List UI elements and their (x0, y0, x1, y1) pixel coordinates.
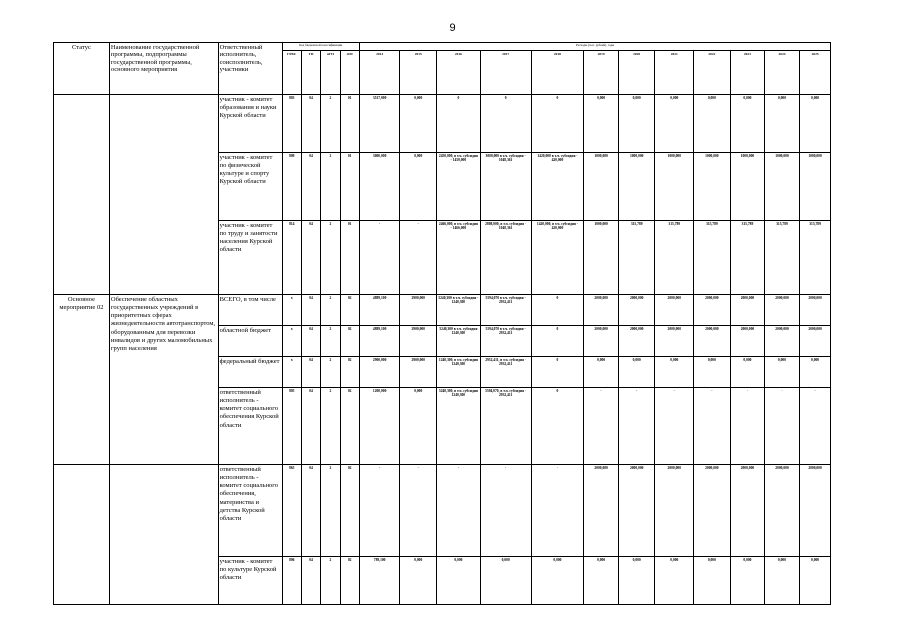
expense-value-cell: - (437, 465, 481, 557)
expense-value-cell: 3000,000 в т.ч. субсидия - 1048,361 (480, 153, 531, 221)
budget-code-cell: 2 (321, 95, 340, 153)
status-cell: Основное мероприятие 02 (54, 295, 110, 465)
budget-code-cell: 04 (301, 295, 320, 326)
budget-code-cell: 02 (340, 326, 359, 357)
expense-value-cell: - (765, 388, 800, 465)
expense-value-cell: 1000,000 (584, 221, 619, 295)
expense-value-cell: - (694, 388, 731, 465)
budget-code-cell: 865 (282, 465, 301, 557)
expense-value-cell: 1000,000 (694, 153, 731, 221)
header-year: 2025 (799, 51, 831, 95)
expense-value-cell: 0 (531, 326, 584, 357)
expense-value-cell: 0 (531, 388, 584, 465)
expense-value-cell: 315,789 (655, 221, 694, 295)
header-name: Наименование государственной программы, подпрограммы государственной программы, основного мероприятия (109, 43, 218, 95)
budget-code-cell: 04 (301, 153, 320, 221)
expense-value-cell: 2808,000, в т.ч. субсидия - 1048,361 (480, 221, 531, 295)
expense-value-cell: 0,000 (531, 557, 584, 605)
budget-code-cell: 814 (282, 221, 301, 295)
expense-value-cell: 5594,070 в т.ч. субсидия - 2932,411 (480, 326, 531, 357)
expense-value-cell: 1000,000 (584, 153, 619, 221)
expense-value-cell: 0 (480, 95, 531, 153)
expense-value-cell: 0,000 (584, 557, 619, 605)
expense-value-cell: 315,789 (694, 221, 731, 295)
expense-value-cell: 0,000 (584, 95, 619, 153)
header-year: 2017 (480, 51, 531, 95)
expense-value-cell: 1000,000 (799, 153, 831, 221)
expense-value-cell: 2900,000 (400, 326, 437, 357)
expense-value-cell: 2000,000 (730, 465, 765, 557)
budget-table (53, 42, 863, 605)
expense-value-cell: - (799, 388, 831, 465)
expense-value-cell: 1000,000 (730, 153, 765, 221)
expense-value-cell: - (359, 221, 400, 295)
budget-code-cell: 809 (282, 153, 301, 221)
expense-value-cell: 0,000 (400, 388, 437, 465)
budget-code-cell: 2 (321, 388, 340, 465)
program-name-cell (109, 95, 218, 295)
expense-value-cell: 2000,000 (730, 295, 765, 326)
expense-value-cell: 5240,300 в т.ч. субсидия 1240,300 (437, 326, 481, 357)
expense-value-cell: - (400, 465, 437, 557)
budget-code-cell: 04 (301, 388, 320, 465)
expense-value-cell: 2450,000, в т.ч. субсидия - 1450,000 (437, 153, 481, 221)
budget-code-cell: 04 (301, 357, 320, 388)
header-code-om: ОМ (340, 51, 359, 95)
expense-value-cell: 2000,000 (799, 295, 831, 326)
expense-value-cell: 2000,000 (765, 326, 800, 357)
expense-value-cell: 5594,070, в т.ч. субсидия - 2932,411 (480, 388, 531, 465)
budget-code-cell: 2 (321, 326, 340, 357)
expense-value-cell: 0,000 (765, 557, 800, 605)
expense-value-cell: 0,000 (694, 95, 731, 153)
expense-value-cell: 0 (531, 95, 584, 153)
budget-code-cell: 01 (340, 153, 359, 221)
expense-value-cell: - (730, 388, 765, 465)
expense-value-cell: 0,000 (584, 357, 619, 388)
expense-value-cell: 0,000 (437, 557, 481, 605)
header-year: 2023 (730, 51, 765, 95)
expense-value-cell: 2900,000 (359, 357, 400, 388)
expense-value-cell: 2900,000 (400, 357, 437, 388)
header-year: 2024 (765, 51, 800, 95)
expense-value-cell: 2000,000 (618, 465, 655, 557)
expense-value-cell: 3517,000 (359, 95, 400, 153)
expense-value-cell: 5240,300, в т.ч. субсидия 1240,300 (437, 388, 481, 465)
expense-value-cell: 2000,000 (618, 295, 655, 326)
expense-value-cell: 4889,100 (359, 295, 400, 326)
expense-value-cell: 0,000 (730, 95, 765, 153)
table-row (54, 95, 863, 153)
expense-value-cell: - (359, 465, 400, 557)
budget-code-cell: 02 (340, 557, 359, 605)
expense-value-cell: 0,000 (694, 357, 731, 388)
expense-value-cell: 3000,000 (359, 153, 400, 221)
budget-code-cell: 04 (301, 465, 320, 557)
expense-value-cell: 0 (531, 357, 584, 388)
budget-code-cell: 2 (321, 295, 340, 326)
expense-value-cell: 2000,000 (799, 465, 831, 557)
budget-code-cell: 04 (301, 221, 320, 295)
executor-cell: участник - комитет по физической культуре и спорту Курской области (218, 153, 282, 221)
expense-value-cell: 2000,000 (584, 326, 619, 357)
expense-value-cell: 0,000 (400, 557, 437, 605)
budget-code-cell: x (282, 357, 301, 388)
expense-value-cell: 1000,000 (618, 153, 655, 221)
expense-value-cell: 1000,000 (655, 153, 694, 221)
expense-value-cell: 0,000 (799, 557, 831, 605)
expense-value-cell: 2900,000 (400, 295, 437, 326)
executor-cell: ВСЕГО, в том числе (218, 295, 282, 326)
executor-cell: федеральный бюджет (218, 357, 282, 388)
executor-cell: областной бюджет (218, 326, 282, 357)
expense-value-cell: 0,000 (730, 357, 765, 388)
expense-value-cell: 0 (531, 295, 584, 326)
expense-value-cell: 1200,000 (359, 388, 400, 465)
expense-value-cell: 2000,000 (765, 465, 800, 557)
expense-value-cell: 0,000 (694, 557, 731, 605)
expense-value-cell: - (400, 221, 437, 295)
expense-value-cell: 315,789 (765, 221, 800, 295)
page-number: 9 (449, 22, 456, 34)
expense-value-cell: 2466,000, в т.ч. субсидия - 1466,000 (437, 221, 481, 295)
expense-value-cell: 0 (437, 95, 481, 153)
program-name-cell: Обеспечение областных государственных учреждений в приоритетных сферах жизнедеятельности автотранспортом, оборудованным для перевозки инвалидов и других маломобильных групп населения (109, 295, 218, 465)
table-row (54, 465, 863, 557)
expense-value-cell: 5594,070 в т.ч. субсидия - 2932,411 (480, 295, 531, 326)
budget-code-cell: 02 (340, 388, 359, 465)
budget-code-cell: 02 (340, 295, 359, 326)
budget-code-cell: 805 (282, 388, 301, 465)
expense-value-cell: 2000,000 (655, 295, 694, 326)
expense-value-cell: 2000,000 (730, 326, 765, 357)
header-executor: Ответственный исполнитель, соисполнитель, участники (218, 43, 282, 95)
header-budget-codes: Код бюджетной классификации (282, 43, 359, 51)
header-code-pgp: пГП (321, 51, 340, 95)
expense-value-cell: 2000,000 (584, 465, 619, 557)
expense-value-cell: 2000,000 (765, 295, 800, 326)
expense-value-cell: 1240,300, в т.ч. субсидия 1240,300 (437, 357, 481, 388)
expense-value-cell: 2000,000 (655, 326, 694, 357)
executor-cell: ответственный исполнитель - комитет социального обеспечения, материнства и детства Курской области (218, 465, 282, 557)
program-name-cell (109, 465, 218, 605)
expense-value-cell: - (584, 388, 619, 465)
executor-cell: ответственный исполнитель - комитет социального обеспечения Курской области (218, 388, 282, 465)
expense-value-cell: 0,000 (480, 557, 531, 605)
budget-code-cell: x (282, 295, 301, 326)
budget-code-cell: 04 (301, 557, 320, 605)
expense-value-cell: 0,000 (765, 357, 800, 388)
budget-code-cell: 2 (321, 357, 340, 388)
expense-value-cell: 0,000 (618, 95, 655, 153)
table-body (54, 95, 863, 605)
header-expenses: Расходы (тыс. рублей), годы (359, 43, 831, 51)
expense-value-cell: 5240,300 в т.ч. субсидия - 1240,300 (437, 295, 481, 326)
expense-value-cell: 1420,000 в т.ч. субсидия - 420,000 (531, 153, 584, 221)
budget-code-cell: 2 (321, 153, 340, 221)
expense-value-cell: 0,000 (618, 357, 655, 388)
expense-value-cell: 0,000 (400, 153, 437, 221)
budget-code-cell: 04 (301, 326, 320, 357)
expense-value-cell: 315,789 (799, 221, 831, 295)
expense-value-cell: 315,789 (730, 221, 765, 295)
expense-value-cell: - (531, 465, 584, 557)
table-row (54, 295, 863, 326)
executor-cell: участник - комитет по культуре Курской области (218, 557, 282, 605)
budget-code-cell: 01 (340, 95, 359, 153)
budget-code-cell: 803 (282, 95, 301, 153)
budget-code-cell: 01 (340, 221, 359, 295)
expense-value-cell: 2000,000 (694, 465, 731, 557)
budget-code-cell: x (282, 326, 301, 357)
header-code-grbs: ГРБС (282, 51, 301, 95)
header-year: 2018 (531, 51, 584, 95)
budget-code-cell: 02 (340, 465, 359, 557)
header-year: 2016 (437, 51, 481, 95)
header-code-gp: ГП (301, 51, 320, 95)
budget-code-cell: 2 (321, 557, 340, 605)
header-year: 2021 (655, 51, 694, 95)
expense-value-cell: 1000,000 (765, 153, 800, 221)
budget-code-cell: 2 (321, 465, 340, 557)
expense-value-cell: 0,000 (655, 95, 694, 153)
budget-code-cell: 806 (282, 557, 301, 605)
header-year: 2014 (359, 51, 400, 95)
expense-value-cell: 2000,000 (618, 326, 655, 357)
expense-value-cell: 0,000 (400, 95, 437, 153)
expense-value-cell: 0,000 (765, 95, 800, 153)
expense-value-cell: - (618, 388, 655, 465)
status-cell (54, 95, 110, 295)
expense-value-cell: 0,000 (618, 557, 655, 605)
expense-value-cell: 4889,100 (359, 326, 400, 357)
expense-value-cell: 0,000 (655, 357, 694, 388)
header-year: 2020 (618, 51, 655, 95)
header-status: Статус (54, 43, 110, 95)
budget-code-cell: 02 (340, 357, 359, 388)
expense-value-cell: 2000,000 (799, 326, 831, 357)
expense-value-cell: 0,000 (730, 557, 765, 605)
header-year: 2022 (694, 51, 731, 95)
budget-code-cell: 04 (301, 95, 320, 153)
status-cell (54, 465, 110, 605)
budget-code-cell: 2 (321, 221, 340, 295)
expense-value-cell: - (480, 465, 531, 557)
expense-value-cell: 0,000 (799, 95, 831, 153)
expense-value-cell: 1420,000, в т.ч. субсидия - 420,000 (531, 221, 584, 295)
header-year: 2019 (584, 51, 619, 95)
expense-value-cell: - (655, 388, 694, 465)
expense-value-cell: 2000,000 (584, 295, 619, 326)
executor-cell: участник - комитет образования и науки Курской области (218, 95, 282, 153)
expense-value-cell: 0,000 (655, 557, 694, 605)
expense-value-cell: 2932,411, в т.ч. субсидия - 2932,411 (480, 357, 531, 388)
expense-value-cell: 315,789 (618, 221, 655, 295)
expense-value-cell: 0,000 (799, 357, 831, 388)
expense-value-cell: 789,100 (359, 557, 400, 605)
executor-cell: участник - комитет по труду и занятости населения Курской области (218, 221, 282, 295)
expense-value-cell: 2000,000 (694, 326, 731, 357)
expense-value-cell: 2000,000 (694, 295, 731, 326)
expense-value-cell: 2000,000 (655, 465, 694, 557)
header-year: 2015 (400, 51, 437, 95)
